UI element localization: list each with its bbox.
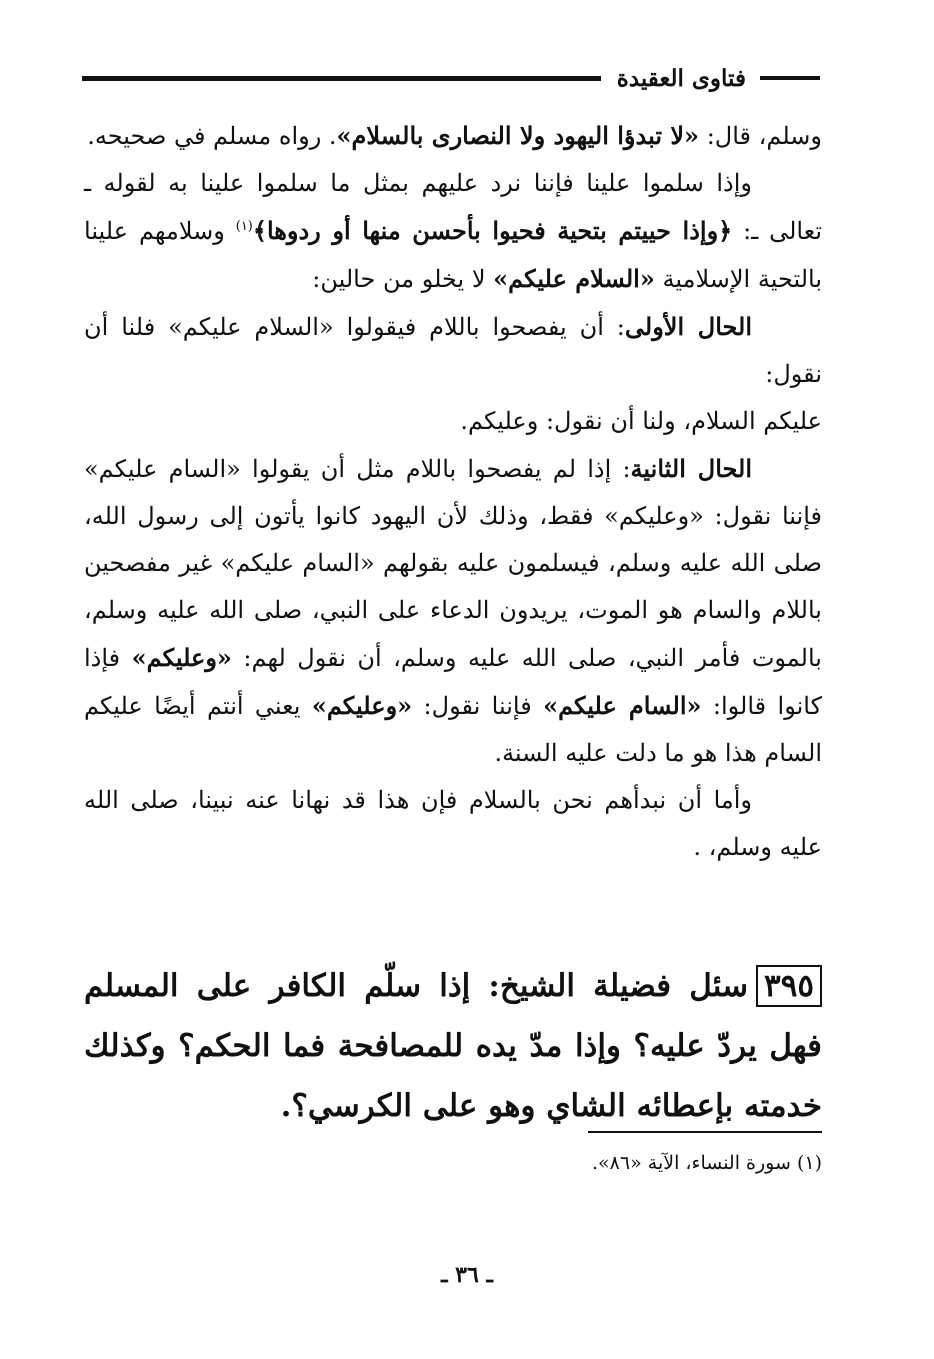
greeting-quote: «السلام عليكم» <box>493 264 655 293</box>
text-span: : إذا لم يفصحوا باللام مثل أن يقولوا «السام عليكم» فإننا نقول: «وعليكم» فقط، وذلك لأن اليهود كانوا يأتون إلى رسول الله، صلى الله عليه وسلم، فيسلمون عليه بقولهم «السام عليكم» غير مفصحين باللام والسام هو الموت، يريدون الدعاء على النبي، صلى الله عليه وسلم، بالموت فأمر النبي، صلى الله عليه وسلم، أن نقول لهم: <box>84 455 822 672</box>
footnote-marker: (١) <box>235 219 253 234</box>
question-text: سئل فضيلة الشيخ: إذا سلّم الكافر على المسلم فهل يردّ عليه؟ وإذا مدّ يده للمصافحة فما الحكم؟ وكذلك خدمته بإعطائه الشاي وهو على الكرسي؟. <box>84 968 822 1124</box>
text-span: فإننا نقول: <box>412 692 544 720</box>
case-heading: الحال الثانية <box>630 454 753 483</box>
header-title: فتاوى العقيدة <box>616 64 746 92</box>
header-dash <box>760 76 820 80</box>
paragraph-3 <box>84 303 822 398</box>
fatwa-question <box>84 956 822 1136</box>
reply-quote: «وعليكم» <box>311 691 413 720</box>
greeting-quote: «السام عليكم» <box>543 691 702 720</box>
paragraph-6: وأما أن نبدأهم نحن بالسلام فإن هذا قد نهانا عنه نبينا، صلى الله عليه وسلم، . <box>84 786 822 861</box>
reply-quote: «وعليكم» <box>131 643 232 672</box>
text-span: فإذا كانوا قالوا: <box>84 644 823 720</box>
header-rule <box>82 76 601 81</box>
footnote: (١) سورة النساء، الآية «٨٦». <box>592 1152 822 1174</box>
paragraph-2 <box>84 160 822 303</box>
hadith-quote: «لا تبدؤا اليهود ولا النصارى بالسلام» <box>336 121 700 150</box>
paragraph-5 <box>84 445 822 777</box>
quran-verse: ﴿وإذا حييتم بتحية فحيوا بأحسن منها أو ردوها﴾ <box>252 216 733 245</box>
text-span: يعني أنتم أيضًا عليكم السام هذا هو ما دلت عليه السنة. <box>84 692 822 767</box>
footnote-rule <box>588 1131 822 1133</box>
text-span: وإذا سلموا علينا فإننا نرد عليهم بمثل ما سلموا علينا به لقوله ـ تعالى ـ: <box>84 169 823 245</box>
text-span: وسلم، قال: <box>699 122 822 150</box>
text-span: . رواه مسلم في صحيحه. <box>87 122 337 150</box>
paragraph-1 <box>84 112 822 160</box>
body-text <box>84 112 822 871</box>
page-number: ـ ٣٦ ـ <box>441 1262 493 1288</box>
text-span: : أن يفصحوا باللام فيقولوا «السلام عليكم» فلنا أن نقول: <box>84 313 822 388</box>
question-number: ٣٩٥ <box>756 965 822 1007</box>
running-header <box>82 58 820 98</box>
paragraph-4: عليكم السلام، ولنا أن نقول: وعليكم. <box>460 407 822 435</box>
case-heading: الحال الأولى <box>624 312 753 341</box>
text-span: لا يخلو من حالين: <box>312 265 494 293</box>
text-span: وسلامهم علينا بالتحية الإسلامية <box>84 217 822 293</box>
